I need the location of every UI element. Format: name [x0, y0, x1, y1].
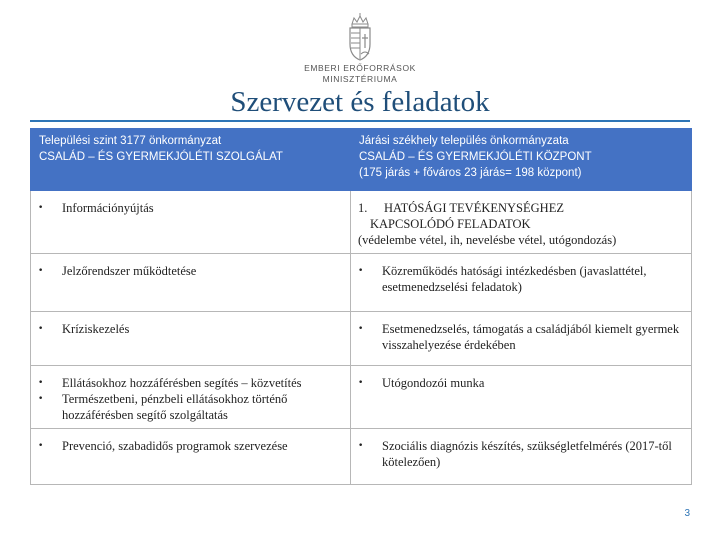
bullet: • — [358, 378, 364, 388]
right-cell — [351, 429, 692, 485]
right-cell — [351, 254, 692, 312]
bullet: • — [358, 441, 364, 451]
left-item: Prevenció, szabadidős programok szervezése — [62, 439, 288, 453]
bullet: • — [38, 441, 44, 451]
right-header-line: (175 járás + főváros 23 járás= 198 központ) — [359, 167, 582, 179]
bullet: • — [38, 378, 44, 388]
right-item-line: (védelembe vétel, ih, nevelésbe vétel, utógondozás) — [358, 233, 617, 247]
left-cell — [31, 366, 351, 429]
left-header-line: CSALÁD – ÉS GYERMEKJÓLÉTI SZOLGÁLAT — [39, 151, 283, 163]
left-item: Természetbeni, pénzbeli ellátásokhoz történő hozzáférésben segítő szolgáltatás — [62, 392, 288, 422]
bullet: • — [38, 324, 44, 334]
hungarian-coat-of-arms-icon — [330, 12, 390, 64]
right-cell — [351, 312, 692, 366]
ministry-name — [300, 63, 420, 85]
table-header-row — [31, 129, 692, 191]
left-header-line: Települési szint 3177 önkormányzat — [39, 135, 222, 147]
page-title: Szervezet és feladatok — [230, 86, 490, 118]
table-row — [31, 312, 692, 366]
bullet: • — [38, 266, 44, 276]
left-cell — [31, 312, 351, 366]
right-item: Utógondozói munka — [382, 376, 485, 390]
table-row — [31, 366, 692, 429]
table-row — [31, 429, 692, 485]
right-column-header — [351, 129, 692, 191]
tasks-table — [30, 128, 692, 485]
bullet: • — [38, 203, 44, 213]
table-row — [31, 191, 692, 254]
table-row — [31, 254, 692, 312]
right-item-line: KAPCSOLÓDÓ FELADATOK — [370, 217, 531, 231]
right-cell — [351, 191, 692, 254]
left-cell — [31, 191, 351, 254]
ministry-line-1: EMBERI ERŐFORRÁSOK — [304, 63, 416, 73]
left-cell — [31, 429, 351, 485]
right-item-line: HATÓSÁGI TEVÉKENYSÉGHEZ — [384, 201, 564, 215]
right-header-line: CSALÁD – ÉS GYERMEKJÓLÉTI KÖZPONT — [359, 151, 592, 163]
right-cell — [351, 366, 692, 429]
bullet: • — [358, 324, 364, 334]
left-item: Információnyújtás — [62, 201, 154, 215]
right-item: Esetmenedzselés, támogatás a családjából kiemelt gyermek visszahelyezése érdekében — [382, 322, 680, 352]
title-divider — [30, 120, 690, 122]
item-number: 1. — [358, 201, 368, 215]
left-column-header — [31, 129, 351, 191]
right-item: Szociális diagnózis készítés, szükségletfelmérés (2017-től kötelezően) — [382, 439, 672, 469]
page-number: 3 — [684, 508, 690, 519]
bullet: • — [358, 266, 364, 276]
left-item: Kríziskezelés — [62, 322, 130, 336]
left-item: Jelzőrendszer működtetése — [62, 264, 197, 278]
ministry-line-2: MINISZTÉRIUMA — [322, 74, 398, 84]
left-item: Ellátásokhoz hozzáférésben segítés – közvetítés — [62, 376, 302, 390]
left-cell — [31, 254, 351, 312]
right-header-line: Járási székhely település önkormányzata — [359, 135, 569, 147]
bullet: • — [38, 394, 44, 404]
right-item: Közreműködés hatósági intézkedésben (javaslattétel, esetmenedzselési feladatok) — [382, 264, 647, 294]
